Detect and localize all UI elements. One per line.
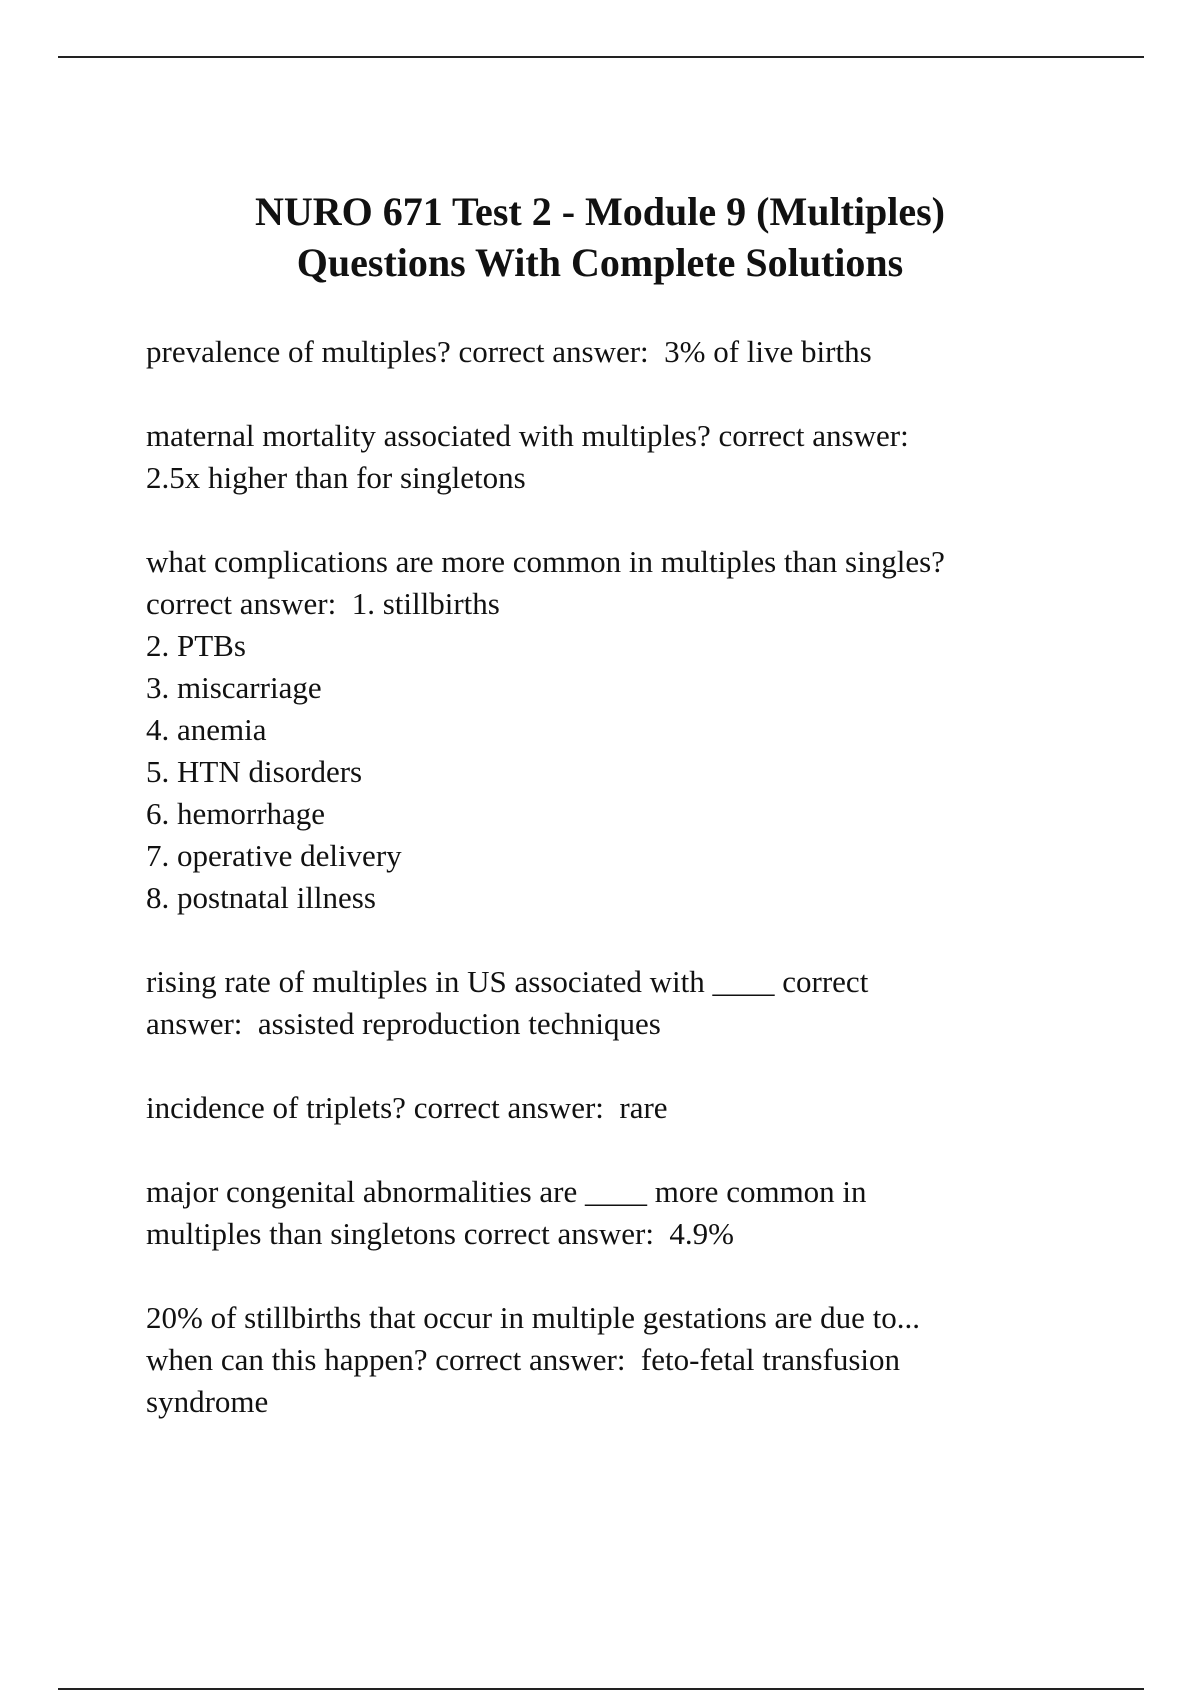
question-item [146, 1297, 1136, 1423]
question-item [146, 1087, 1136, 1129]
question-line: 8. postnatal illness [146, 880, 376, 915]
question-line: 4. anemia [146, 712, 267, 747]
page-title [0, 186, 1200, 288]
question-line: 7. operative delivery [146, 838, 402, 873]
question-line: 5. HTN disorders [146, 754, 363, 789]
question-line: 2. PTBs [146, 628, 246, 663]
question-line: multiples than singletons correct answer: 4.9% [146, 1216, 735, 1251]
question-item [146, 961, 1136, 1045]
question-line: rising rate of multiples in US associated with ____ correct [146, 964, 869, 999]
question-item [146, 331, 1136, 373]
question-line: what complications are more common in multiples than singles? [146, 544, 945, 579]
question-line: 20% of stillbirths that occur in multiple gestations are due to... [146, 1300, 920, 1335]
title-line-1: NURO 671 Test 2 - Module 9 (Multiples) [255, 189, 945, 234]
bottom-divider [58, 1688, 1144, 1690]
question-line: 3. miscarriage [146, 670, 322, 705]
question-line: correct answer: 1. stillbirths [146, 586, 500, 621]
question-line: major congenital abnormalities are ____ more common in [146, 1174, 867, 1209]
question-line: syndrome [146, 1384, 269, 1419]
question-list [146, 331, 1136, 1465]
question-line: prevalence of multiples? correct answer: 3% of live births [146, 334, 872, 369]
question-line: 6. hemorrhage [146, 796, 326, 831]
question-line: maternal mortality associated with multiples? correct answer: [146, 418, 909, 453]
question-item [146, 415, 1136, 499]
question-item [146, 1171, 1136, 1255]
question-line: incidence of triplets? correct answer: rare [146, 1090, 668, 1125]
question-item [146, 541, 1136, 919]
question-line: answer: assisted reproduction techniques [146, 1006, 661, 1041]
question-line: 2.5x higher than for singletons [146, 460, 526, 495]
title-line-2: Questions With Complete Solutions [296, 240, 904, 285]
top-divider [58, 56, 1144, 58]
question-line: when can this happen? correct answer: feto-fetal transfusion [146, 1342, 901, 1377]
